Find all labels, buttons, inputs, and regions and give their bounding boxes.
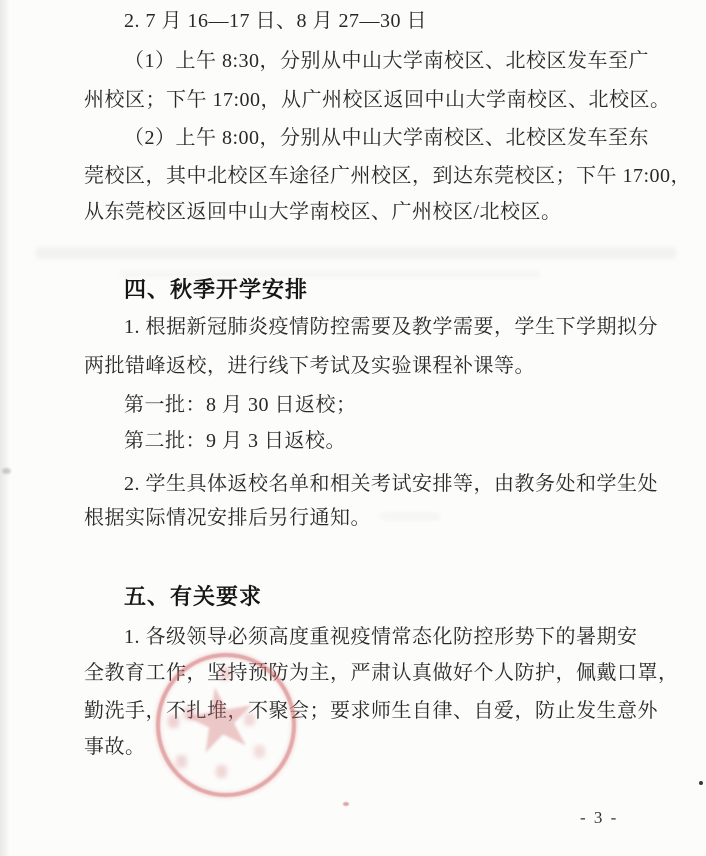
star-icon: ★ <box>173 664 268 776</box>
doc-line-shuttle-1-cont: 州校区；下午 17:00，从广州校区返回中山大学南校区、北校区。 <box>84 89 671 111</box>
section-heading-requirements: 五、有关要求 <box>124 584 263 609</box>
page-number: - 3 - <box>580 808 619 827</box>
doc-line-safety: 1. 各级领导必须高度重视疫情常态化防控形势下的暑期安 <box>124 626 638 648</box>
doc-line-shuttle-2-cont2: 从东莞校区返回中山大学南校区、广州校区/北校区。 <box>84 201 562 223</box>
doc-line-dates: 2. 7 月 16—17 日、8 月 27—30 日 <box>124 10 427 32</box>
doc-line-safety-cont2: 勤洗手，不扎堆，不聚会；要求师生自律、自爱，防止发生意外 <box>84 700 658 722</box>
section-heading-autumn-term: 四、秋季开学安排 <box>124 277 309 302</box>
doc-line-return-plan: 1. 根据新冠肺炎疫情防控需要及教学需要，学生下学期拟分 <box>124 316 658 338</box>
doc-line-safety-cont1: 全教育工作，坚持预防为主，严肃认真做好个人防护，佩戴口罩， <box>84 662 679 684</box>
scan-ghosting <box>380 513 440 520</box>
doc-line-shuttle-2: （2）上午 8:00，分别从中山大学南校区、北校区发车至东 <box>124 127 650 149</box>
doc-line-second-batch: 第二批：9 月 3 日返校。 <box>124 430 346 452</box>
scan-speck <box>2 468 11 474</box>
scan-speck <box>343 802 349 806</box>
doc-line-shuttle-1: （1）上午 8:30，分别从中山大学南校区、北校区发车至广 <box>124 50 650 72</box>
scan-ghosting <box>36 247 676 259</box>
doc-line-shuttle-2-cont1: 莞校区，其中北校区车途径广州校区，到达东莞校区；下午 17:00， <box>84 165 692 187</box>
doc-line-first-batch: 第一批：8 月 30 日返校； <box>124 394 357 416</box>
scan-speck <box>699 781 703 785</box>
scan-speck <box>621 485 628 488</box>
doc-line-notice: 2. 学生具体返校名单和相关考试安排等，由教务处和学生处 <box>124 473 658 495</box>
doc-line-return-plan-cont: 两批错峰返校，进行线下考试及实验课程补课等。 <box>84 355 535 377</box>
doc-line-notice-cont: 根据实际情况安排后另行通知。 <box>84 507 371 529</box>
scan-edge-shadow <box>0 0 10 856</box>
doc-line-safety-cont3: 事故。 <box>84 736 146 758</box>
